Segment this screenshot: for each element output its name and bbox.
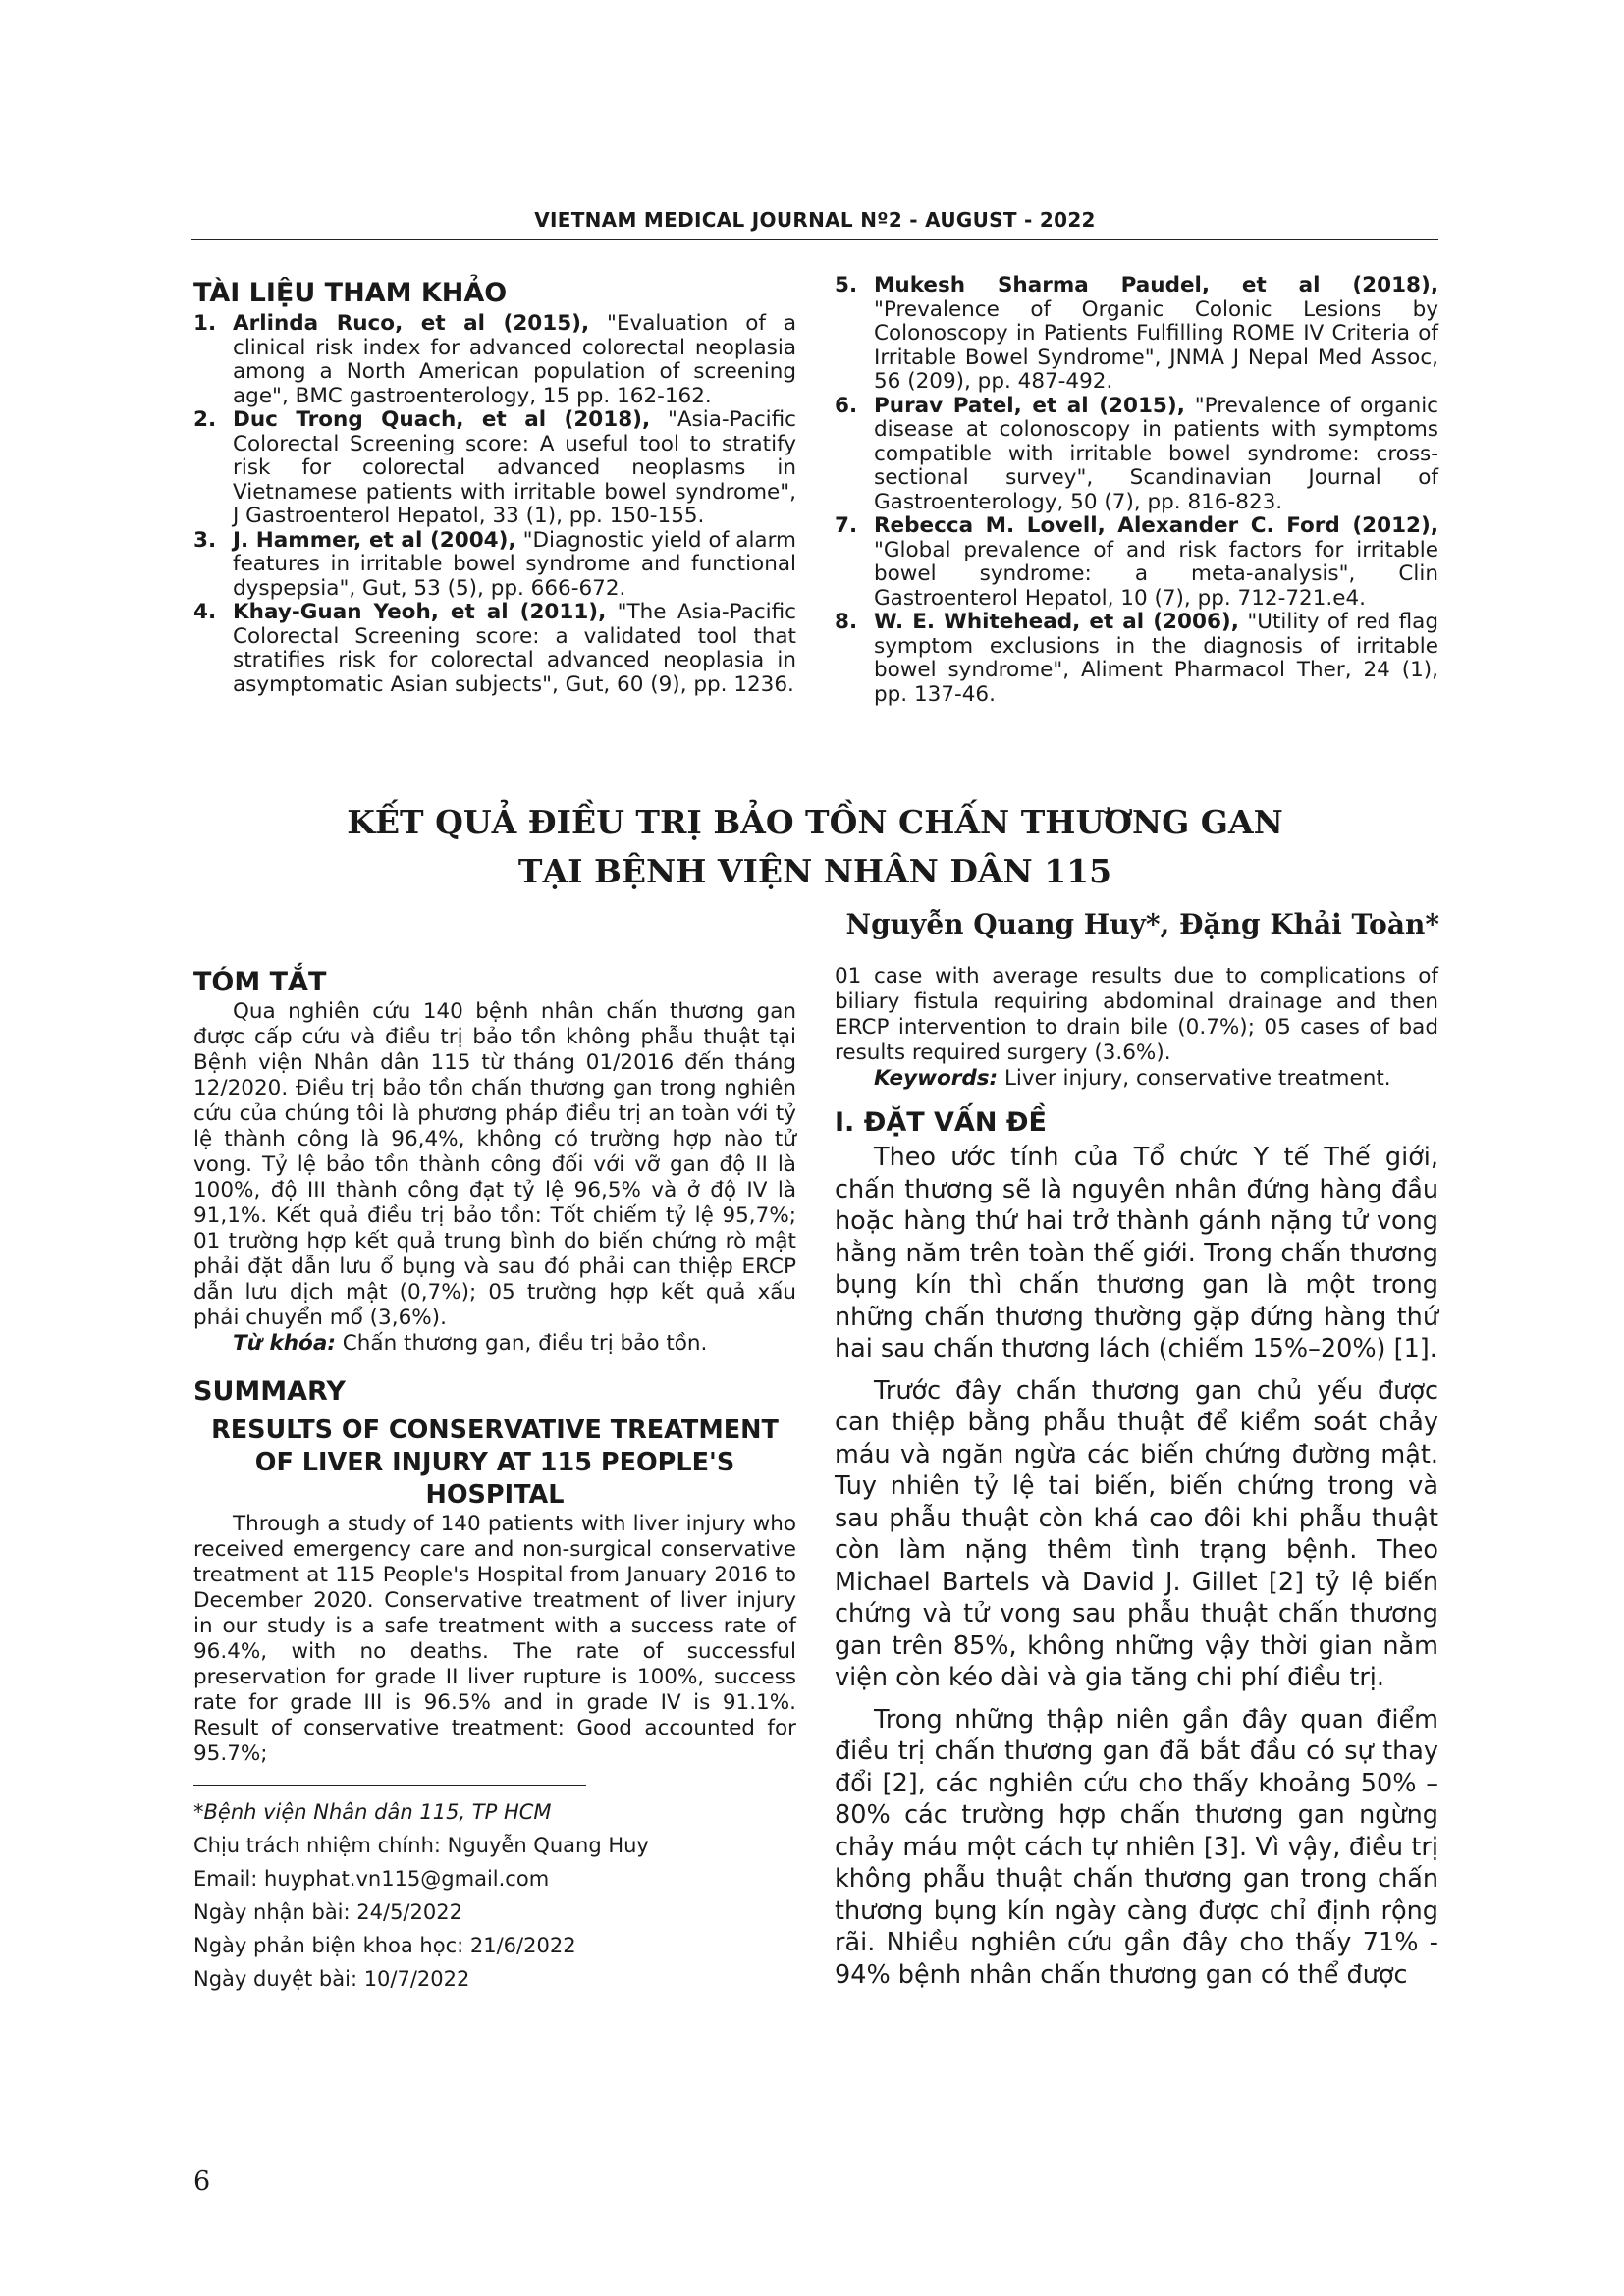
abstract-vi-text: Qua nghiên cứu 140 bệnh nhân chấn thương gan được cấp cứu và điều trị bảo tồn không phẫu thuật tại Bệnh viện Nhân dân 115 từ tháng 01/2016 đến tháng 12/2020. Điều trị bảo tồn chấn thương gan trong nghiên cứu của chúng tôi là phương pháp điều trị an toàn với tỷ lệ thành công là 96,4%, không có trường hợp nào tử vong. Tỷ lệ bảo tồn thành công đối với vỡ gan độ II là 100%, độ III thành công đạt tỷ lệ 96,5% và ở độ IV là 91,1%. Kết quả điều trị bảo tồn: Tốt chiếm tỷ lệ 95,7%; 01 trường hợp kết quả trung bình do biến chứng rò mật phải đặt dẫn lưu ổ bụng và sau đó phải can thiệp ERCP dẫn lưu dịch mật (0,7%); 05 trường hợp kết quả xấu phải chuyển mổ (3,6%).	[193, 999, 796, 1330]
reference-text: "Evaluation of a clinical risk index for advanced colorectal neoplasia among a North American population of screening age", BMC gastroenterology, 15 pp. 162-162.	[233, 311, 796, 408]
header-rule	[191, 239, 1438, 240]
reference-author: Duc Trong Quach, et al (2018),	[233, 407, 651, 432]
keywords-label-vi: Từ khóa:	[233, 1331, 336, 1356]
reference-text: "Prevalence of Organic Colonic Lesions by Colonoscopy in Patients Fulfilling ROME IV Criteria of Irritable Bowel Syndrome", JNMA J Nepal Med Assoc, 56 (209), pp. 487-492.	[874, 296, 1438, 394]
references-right-column	[835, 274, 1438, 707]
reference-author: Rebecca M. Lovell, Alexander C. Ford (2012),	[874, 513, 1438, 538]
abstract-heading: TÓM TẮT	[193, 967, 327, 997]
reference-item	[193, 601, 796, 697]
references-left-column	[193, 312, 796, 697]
journal-header: VIETNAM MEDICAL JOURNAL Nº2 - AUGUST - 2022	[534, 208, 1096, 232]
intro-heading: I. ĐẶT VẤN ĐỀ	[835, 1107, 1047, 1138]
reference-author: Khay-Guan Yeoh, et al (2011),	[233, 600, 607, 624]
reference-number: 7.	[835, 513, 858, 538]
footnote-accepted: Ngày duyệt bài: 10/7/2022	[193, 1967, 470, 1991]
article-title-line2: TẠI BỆNH VIỆN NHÂN DÂN 115	[517, 852, 1112, 890]
summary-text-part1: Through a study of 140 patients with liver injury who received emergency care and non-surgical conservative treatment at 115 People's Hospital from January 2016 to December 2020. Conservative treatment of liver injury in our study is a safe treatment with a success rate of 96.4%, with no deaths. The rate of successful preservation for grade II liver rupture is 100%, success rate for grade III is 96.5% and in grade IV is 91.1%. Result of conservative treatment: Good accounted for 95.7%;	[193, 1512, 796, 1766]
intro-paragraph-2: Trước đây chấn thương gan chủ yếu được can thiệp bằng phẫu thuật để kiểm soát chảy máu và ngăn ngừa các biến chứng đường mật. Tuy nhiên tỷ lệ tai biến, biến chứng trong và sau phẫu thuật còn khá cao đôi khi phẫu thuật còn làm nặng thêm tình trạng bệnh. Theo Michael Bartels và David J. Gillet [2] tỷ lệ biến chứng và tử vong sau phẫu thuật chấn thương gan trên 85%, không những vậy thời gian nằm viện còn kéo dài và gia tăng chi phí điều trị.	[835, 1375, 1438, 1692]
reference-number: 4.	[193, 600, 217, 624]
reference-text: "Global prevalence of and risk factors for irritable bowel syndrome: a meta-analysis", Clin Gastroenterol Hepatol, 10 (7), pp. 712-721.e4.	[874, 537, 1438, 611]
footnote-email: Email: huyphat.vn115@gmail.com	[193, 1867, 550, 1891]
footnote-responsible: Chịu trách nhiệm chính: Nguyễn Quang Huy	[193, 1834, 649, 1857]
reference-text: "Diagnostic yield of alarm features in irritable bowel syndrome and functional dyspepsia", Gut, 53 (5), pp. 666-672.	[233, 527, 796, 601]
reference-author: W. E. Whitehead, et al (2006),	[874, 610, 1239, 634]
intro-paragraph-1: Theo ước tính của Tổ chức Y tế Thế giới, chấn thương sẽ là nguyên nhân đứng hàng đầu hoặc hàng thứ hai trở thành gánh nặng tử vong hằng năm trên toàn thế giới. Trong chấn thương bụng kín thì chấn thương gan là một trong những chấn thương thường gặp đứng hàng thứ hai sau chấn thương lách (chiếm 15%–20%) [1].	[835, 1143, 1438, 1363]
right-body-column	[835, 964, 1438, 1991]
reference-list-left	[193, 312, 796, 697]
article-title-line1: KẾT QUẢ ĐIỀU TRỊ BẢO TỒN CHẤN THƯƠNG GAN	[347, 803, 1283, 841]
footnote-rule	[193, 1785, 586, 1786]
left-body-column	[193, 967, 796, 1767]
reference-item	[835, 395, 1438, 515]
summary-title-line1: RESULTS OF CONSERVATIVE TREATMENT	[211, 1415, 779, 1445]
reference-list-right	[835, 274, 1438, 707]
keywords-text-en: Liver injury, conservative treatment.	[998, 1066, 1391, 1091]
reference-item	[193, 312, 796, 408]
keywords-text-vi: Chấn thương gan, điều trị bảo tồn.	[335, 1331, 708, 1356]
article-authors: Nguyễn Quang Huy*, Đặng Khải Toàn*	[845, 908, 1439, 940]
footnote-received: Ngày nhận bài: 24/5/2022	[193, 1900, 462, 1924]
reference-author: Mukesh Sharma Paudel, et al (2018),	[874, 273, 1438, 297]
summary-heading: SUMMARY	[193, 1376, 346, 1407]
references-heading: TÀI LIỆU THAM KHẢO	[193, 278, 508, 308]
summary-keywords	[835, 1066, 1438, 1092]
reference-author: J. Hammer, et al (2004),	[233, 527, 516, 553]
reference-text: "Prevalence of organic disease at colonoscopy in patients with symptoms compatible with irritable bowel syndrome: cross-sectional survey", Scandinavian Journal of Gastroenterology, 50 (7), pp. 816-823.	[874, 393, 1438, 514]
reference-author: Arlinda Ruco, et al (2015),	[233, 311, 590, 336]
footnote-reviewed: Ngày phản biện khoa học: 21/6/2022	[193, 1934, 576, 1957]
reference-item	[193, 408, 796, 529]
reference-item	[193, 529, 796, 602]
intro-paragraph-3: Trong những thập niên gần đây quan điểm điều trị chấn thương gan đã bắt đầu có sự thay đổi [2], các nghiên cứu cho thấy khoảng 50% – 80% các trường hợp chấn thương gan ngừng chảy máu một cách tự nhiên [3]. Vì vậy, điều trị không phẫu thuật chấn thương gan trong chấn thương bụng kín ngày càng được chỉ định rộng rãi. Nhiều nghiên cứu gần đây cho thấy 71% - 94% bệnh nhân chấn thương gan có thể được	[835, 1704, 1438, 1990]
keywords-label-en: Keywords:	[874, 1066, 999, 1091]
reference-number: 2.	[193, 407, 217, 432]
reference-item	[835, 514, 1438, 611]
reference-number: 1.	[193, 311, 217, 336]
page-number: 6	[193, 2166, 211, 2197]
reference-number: 8.	[835, 610, 858, 634]
reference-text: "Asia-Pacific Colorectal Screening score: A useful tool to stratify risk for colorectal advanced neoplasms in Vietnamese patients with irritable bowel syndrome", J Gastroenterol Hepatol, 33 (1), pp. 150-155.	[233, 407, 796, 528]
reference-number: 6.	[835, 393, 858, 418]
summary-title-line2: OF LIVER INJURY AT 115 PEOPLE'S HOSPITAL	[254, 1448, 735, 1510]
reference-number: 3.	[193, 527, 217, 553]
reference-author: Purav Patel, et al (2015),	[874, 393, 1185, 418]
footnote-affiliation: *Bệnh viện Nhân dân 115, TP HCM	[193, 1800, 552, 1824]
reference-item	[835, 611, 1438, 707]
abstract-vi-keywords	[193, 1331, 796, 1357]
reference-item	[835, 274, 1438, 395]
reference-text: "Utility of red flag symptom exclusions in the diagnosis of irritable bowel syndrome", Aliment Pharmacol Ther, 24 (1), pp. 137-46.	[874, 610, 1439, 707]
reference-number: 5.	[835, 273, 858, 297]
summary-text-part2: 01 case with average results due to complications of biliary fistula requiring abdominal drainage and then ERCP intervention to drain bile (0.7%); 05 cases of bad results required surgery (3.6%).	[835, 964, 1438, 1065]
reference-text: "The Asia-Pacific Colorectal Screening score: a validated tool that stratifies risk for colorectal advanced neoplasia in asymptomatic Asian subjects", Gut, 60 (9), pp. 1236.	[233, 600, 796, 697]
